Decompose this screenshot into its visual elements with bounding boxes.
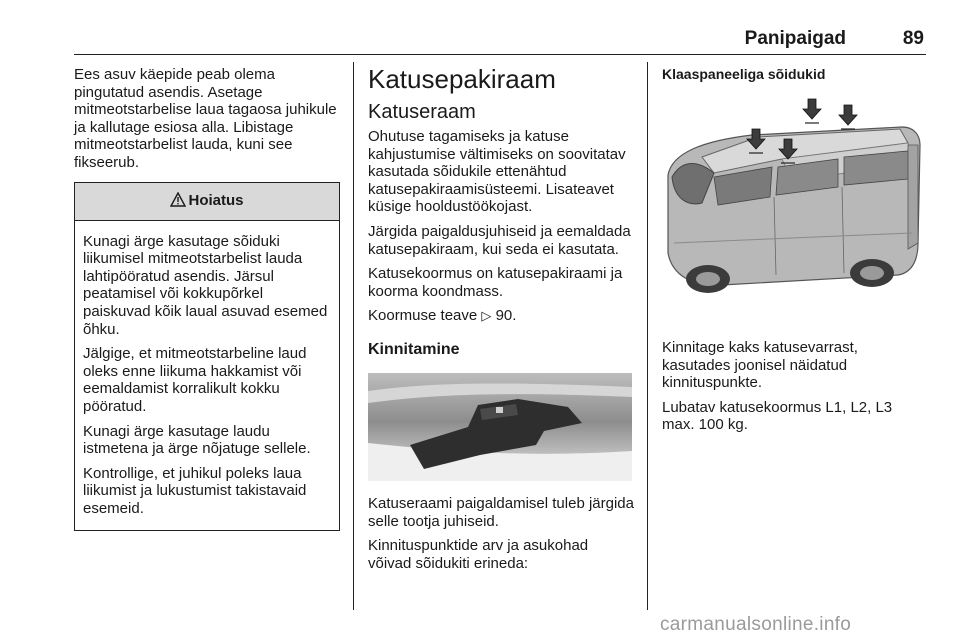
page-reference-icon: ▷ <box>481 308 492 324</box>
van-roof-illustration <box>662 93 928 325</box>
intro-paragraph: Ees asuv käepide peab olema pingutatud asendis. Asetage mitmeotstarbelise laua tagaosa juhikule ja kallutage esiosa alla. Libistage mitmeotstarbelist lauda, kuni see fikseerub. <box>74 66 337 171</box>
paragraph-roof-load: Katusekoormus on katusepakiraami ja koorma koondmass. <box>368 265 623 300</box>
warning-paragraph-1: Kunagi ärge kasutage sõiduki liikumisel mitmeotstarbelist lauda lahtipööratud asendis. Järsul peatamisel või kokkupõrkel paiskuvad kõik laual asuvad esemed õhku. <box>83 232 328 338</box>
column-right <box>662 66 928 441</box>
paragraph-install: Järgida paigaldusjuhiseid ja eemaldada katusepakiraam, kui seda ei kasutata. <box>368 222 631 258</box>
warning-body <box>75 221 339 531</box>
paragraph-load-reference <box>368 307 634 325</box>
warning-paragraph-4: Kontrollige, et juhikul poleks laua liikumist ja lukustumist takistavaid esemeid. <box>83 464 307 517</box>
column-left <box>74 66 340 531</box>
warning-paragraph-3: Kunagi ärge kasutage laudu istmetena ja ärge nõjatuge sellele. <box>83 422 311 458</box>
column-divider-1 <box>353 62 354 610</box>
section-heading: Katusepakiraam <box>368 64 556 94</box>
warning-header <box>75 183 339 221</box>
warning-title: Hoiatus <box>188 192 244 210</box>
watermark: carmanualsonline.info <box>660 614 852 635</box>
page-title: Panipaigad <box>744 28 846 49</box>
warning-paragraph-2: Jälgige, et mitmeotstarbeline laud oleks enne liikuma hakkamist või eemaldamist korralikult kokku pööratud. <box>83 345 307 415</box>
paragraph-manufacturer: Katuseraami paigaldamisel tuleb järgida selle tootja juhiseid. <box>368 494 634 530</box>
subsection-heading: Katuseraam <box>368 101 476 123</box>
load-info-text: Koormuse teave <box>368 307 478 325</box>
fastening-heading: Kinnitamine <box>368 340 460 358</box>
load-info-link[interactable]: 90. <box>495 307 517 325</box>
paragraph-mount-points: Kinnituspunktide arv ja asukohad võivad sõidukiti erineda: <box>368 537 589 572</box>
warning-triangle-icon <box>170 192 186 210</box>
page-number: 89 <box>902 28 924 49</box>
warning-box <box>74 182 340 532</box>
figure-caption: Klaaspaneeliga sõidukid <box>662 66 826 82</box>
paragraph-safety: Ohutuse tagamiseks ja katuse kahjustumise vältimiseks on soovitatav kasutada sõidukile ettenähtud katusepakiraamisüsteemi. Lisateavet küsige hooldustöökojast. <box>368 128 626 216</box>
page-header <box>74 26 926 55</box>
paragraph-attach-bars: Kinnitage kaks katusevarrast, kasutades joonisel näidatud kinnituspunkte. <box>662 339 858 392</box>
roof-rail-mount-photo <box>368 373 632 481</box>
column-middle <box>368 66 634 579</box>
paragraph-max-load: Lubatav katusekoormus L1, L2, L3 max. 100 kg. <box>662 398 893 434</box>
column-divider-2 <box>647 62 648 610</box>
